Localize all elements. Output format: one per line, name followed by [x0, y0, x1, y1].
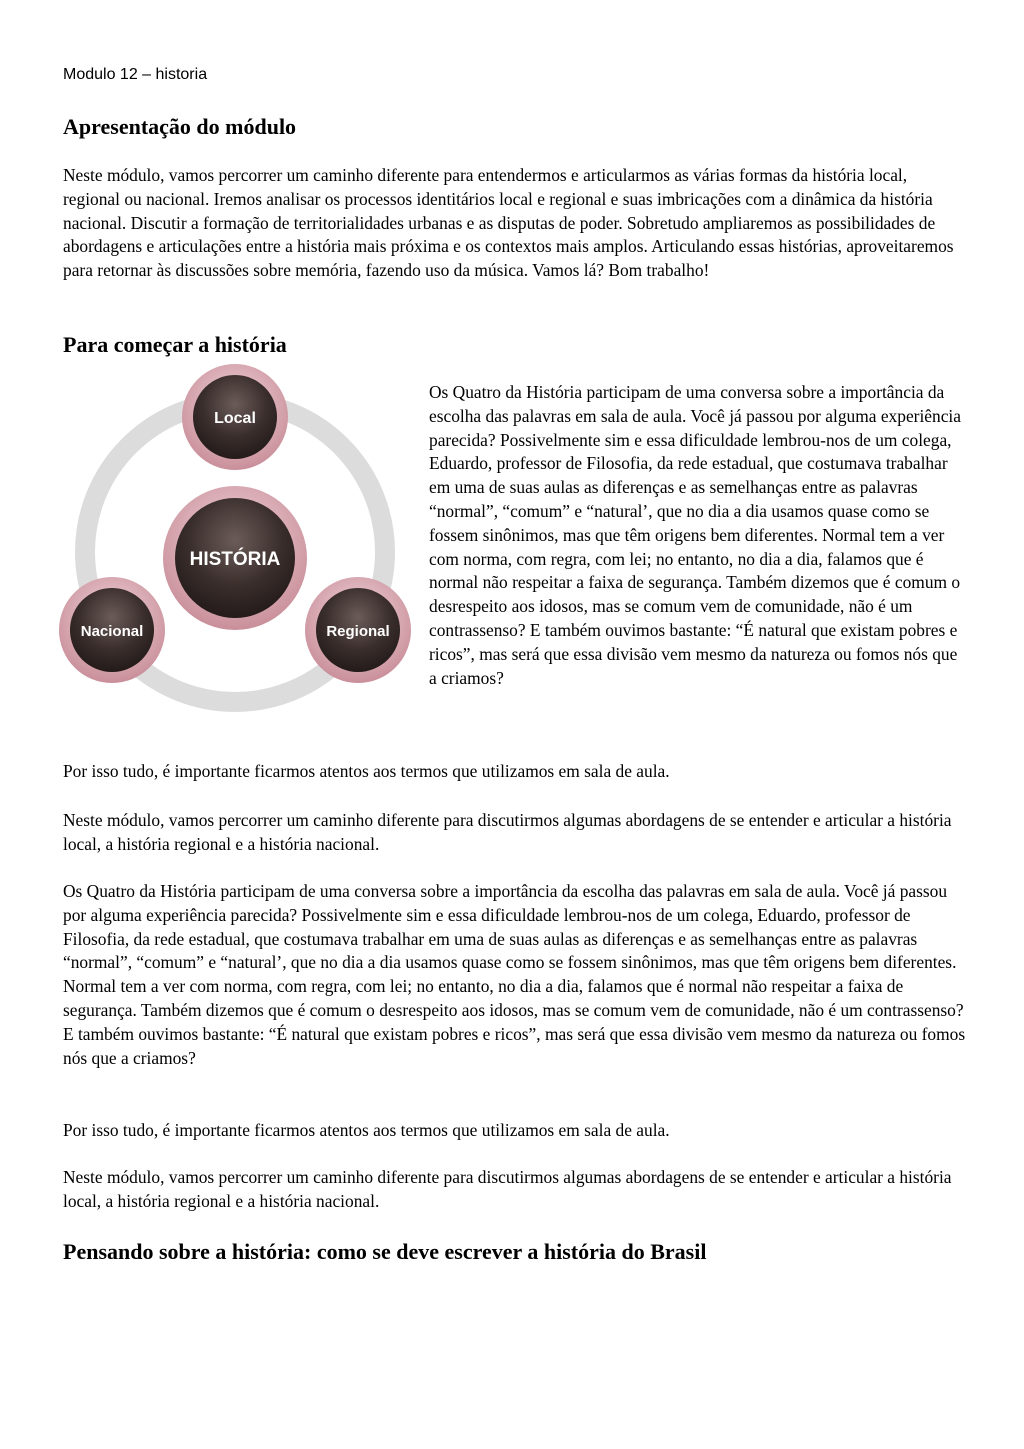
node-local	[182, 364, 288, 470]
node-label-regional: Regional	[326, 623, 390, 640]
paragraph-module-1: Neste módulo, vamos percorrer um caminho diferente para discutirmos algumas abordagens de se entender e articular a história local, a história regional e a história nacional.	[63, 810, 952, 854]
node-historia	[163, 486, 307, 630]
paragraph-terms-1: Por isso tudo, é importante ficarmos atentos aos termos que utilizamos em sala de aula.	[63, 761, 670, 781]
node-nacional	[59, 577, 165, 683]
paragraph-terms-2: Por isso tudo, é importante ficarmos atentos aos termos que utilizamos em sala de aula.	[63, 1120, 670, 1140]
module-header: Modulo 12 – historia	[63, 66, 208, 83]
section-title-apresentacao: Apresentação do módulo	[63, 114, 297, 139]
section-title-comecar: Para começar a história	[63, 332, 287, 357]
paragraph-module-2: Neste módulo, vamos percorrer um caminho diferente para discutirmos algumas abordagens de se entender e articular a história local, a história regional e a história nacional.	[63, 1167, 952, 1211]
node-regional	[305, 577, 411, 683]
history-cycle-diagram	[55, 362, 415, 717]
intro-paragraph: Neste módulo, vamos percorrer um caminho diferente para entendermos e articularmos as várias formas da história local, regional ou nacional. Iremos analisar os processos identitários local e regional e suas imbricações com a dinâmica da história nacional. Discutir a formação de territorialidades urbanas e as disputas de poder. Sobretudo ampliaremos as possibilidades de abordagens e articulações entre a história mais próxima e os contextos mais amplos. Articulando essas histórias, aproveitaremos para retornar às discussões sobre memória, fazendo uso da música. Vamos lá? Bom trabalho!	[63, 165, 954, 281]
section-title-pensando: Pensando sobre a história: como se deve escrever a história do Brasil	[63, 1239, 707, 1264]
paragraph-quatro: Os Quatro da História participam de uma conversa sobre a importância da escolha das palavras em sala de aula. Você já passou por alguma experiência parecida? Possivelmente sim e essa dificuldade lembrou-nos de um colega, Eduardo, professor de Filosofia, da rede estadual, que costumava trabalhar em uma de suas aulas as diferenças e as semelhanças entre as palavras “normal”, “comum” e “natural’, que no dia a dia usamos quase como se fossem sinônimos, mas que têm origens bem diferentes. Normal tem a ver com norma, com regra, com lei; no entanto, no dia a dia, falamos que é normal não respeitar a faixa de segurança. Também dizemos que é comum o desrespeito aos idosos, mas se comum vem de comunidade, não é um contrassenso? E também ouvimos bastante: “É natural que existam pobres e ricos”, mas será que essa divisão vem mesmo da natureza ou fomos nós que a criamos?	[63, 881, 966, 1068]
node-label-local: Local	[214, 410, 256, 427]
node-label-historia: HISTÓRIA	[189, 549, 281, 570]
side-paragraph: Os Quatro da História participam de uma conversa sobre a importância da escolha das palavras em sala de aula. Você já passou por alguma experiência parecida? Possivelmente sim e essa dificuldade lembrou-nos de um colega, Eduardo, professor de Filosofia, da rede estadual, que costumava trabalhar em uma de suas aulas as diferenças e as semelhanças entre as palavras “normal”, “comum” e “natural’, que no dia a dia usamos quase como se fossem sinônimos, mas que têm origens bem diferentes. Normal tem a ver com norma, com regra, com lei; no entanto, no dia a dia, falamos que é normal não respeitar a faixa de segurança. Também dizemos que é comum o desrespeito aos idosos, mas se comum vem de comunidade, não é um contrassenso? E também ouvimos bastante: “É natural que existam pobres e ricos”, mas será que essa divisão vem mesmo da natureza ou fomos nós que a criamos?	[429, 382, 961, 688]
node-label-nacional: Nacional	[80, 623, 144, 640]
